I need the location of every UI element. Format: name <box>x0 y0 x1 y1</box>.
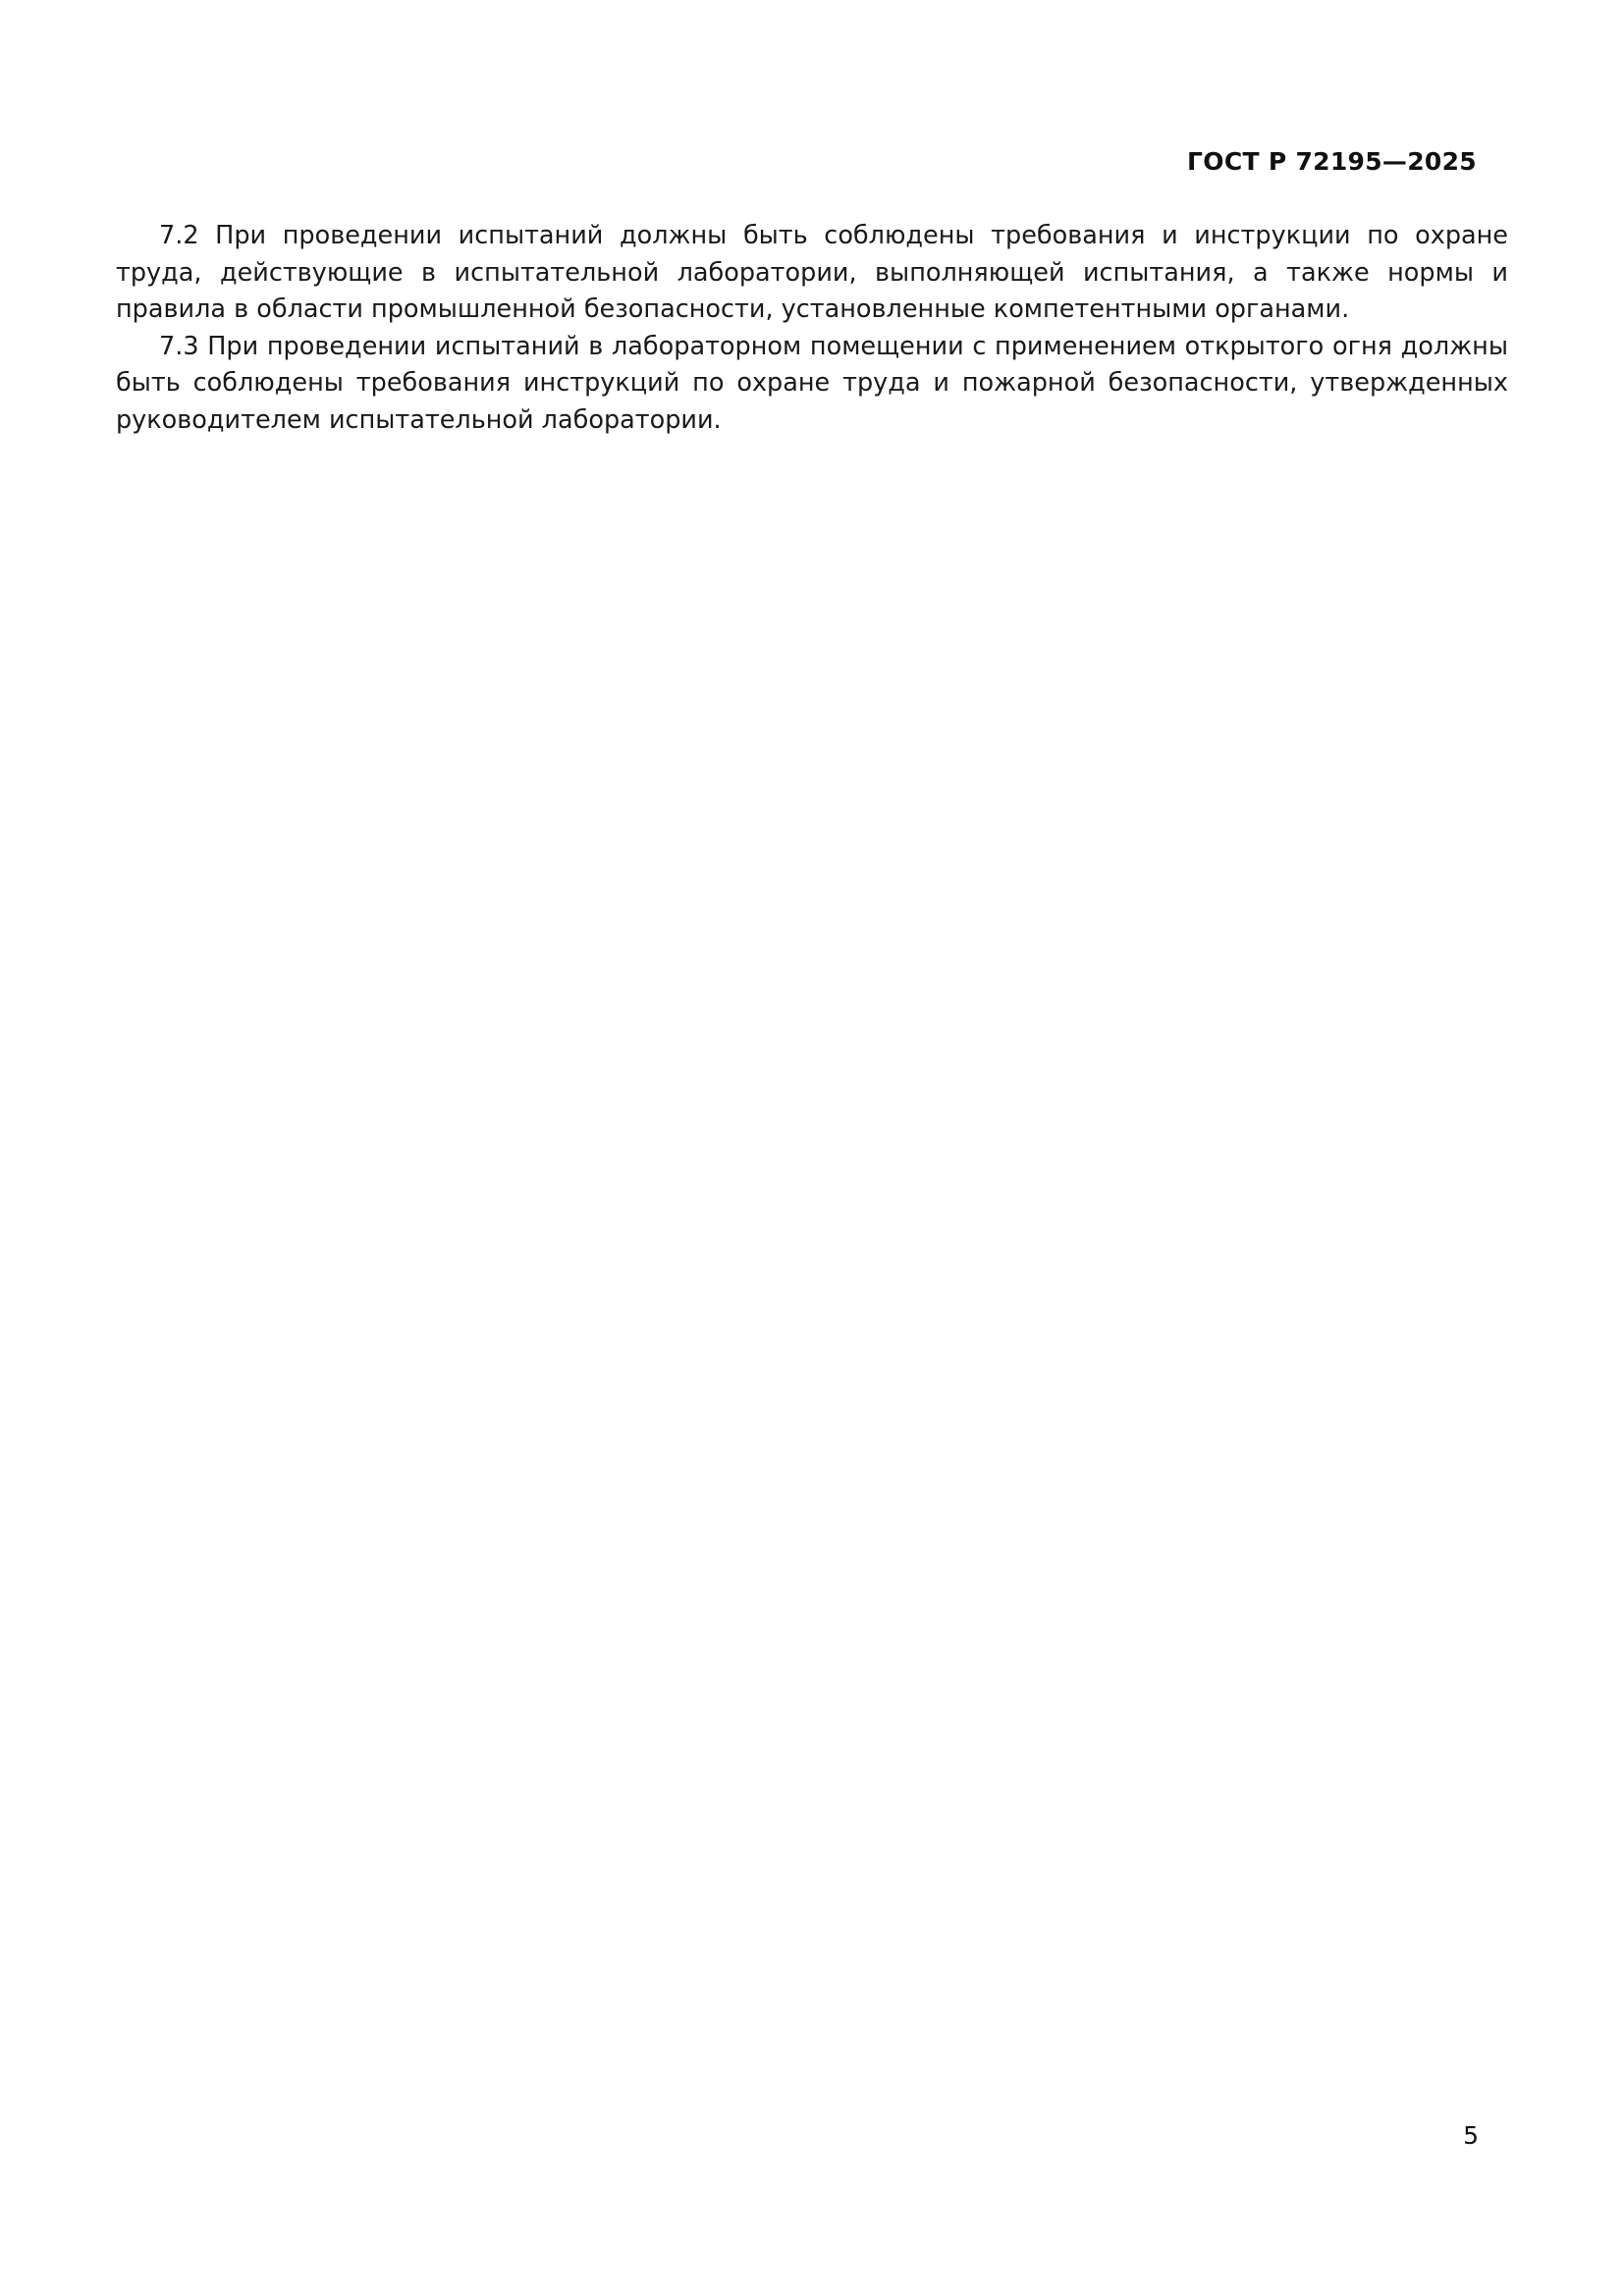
page-header-standard-number: ГОСТ Р 72195—2025 <box>1187 147 1477 176</box>
page-body <box>116 218 1508 439</box>
paragraph-7-3 <box>116 329 1508 440</box>
paragraph-text: 7.3 При проведении испытаний в лабораторном помещении с применением открытого огня должны быть соблюдены требования инструкций по охране труда и пожарной безопасности, утвержденных руководителем испытательной лаборатории. <box>116 331 1508 435</box>
page-number: 5 <box>1463 2121 1479 2150</box>
paragraph-text: 7.2 При проведении испытаний должны быть соблюдены требования и инструкции по охране труда, действующие в испытательной лаборатории, выполняющей испытания, а также нормы и правила в области промышленной безопасности, установленные компетентными органами. <box>116 221 1508 324</box>
paragraph-7-2 <box>116 218 1508 329</box>
